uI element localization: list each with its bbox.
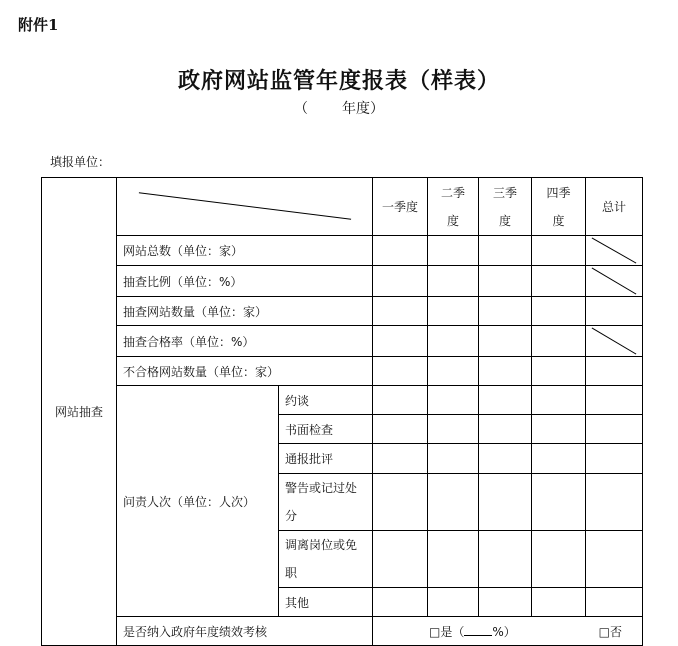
table-row	[42, 357, 643, 386]
cell-q3[interactable]	[479, 297, 532, 326]
header-q4	[532, 178, 586, 236]
cell-q3[interactable]	[479, 444, 532, 474]
cell-q2[interactable]	[428, 326, 479, 357]
cell-q3[interactable]	[479, 326, 532, 357]
row-label-text: 抽查比例（单位：%）	[123, 274, 243, 289]
table-row	[42, 386, 643, 415]
cell-q1[interactable]	[373, 326, 428, 357]
row-label	[117, 266, 373, 297]
cell-q4[interactable]	[532, 266, 586, 297]
diagonal-header-cell	[117, 178, 373, 236]
na-diagonal	[586, 326, 642, 356]
sub-item-text: 其他	[285, 595, 310, 610]
cell-q3[interactable]	[479, 588, 532, 617]
cell-q2[interactable]	[428, 357, 479, 386]
cell-q3[interactable]	[479, 531, 532, 588]
cell-q2[interactable]	[428, 444, 479, 474]
header-q1-label: 一季度	[381, 199, 418, 214]
row-label-text: 抽查合格率（单位：%）	[123, 334, 255, 349]
header-total-label: 总计	[601, 200, 626, 214]
sub-item-label	[279, 415, 373, 444]
sub-item-label	[279, 444, 373, 474]
row-label	[117, 236, 373, 266]
row-label-text: 不合格网站数量（单位：家）	[123, 364, 280, 379]
report-title: 政府网站监管年度报表（样表）	[177, 68, 500, 94]
perf-label-cell	[117, 617, 373, 646]
cell-q4[interactable]	[532, 588, 586, 617]
perf-options-cell	[373, 617, 643, 646]
cell-q4[interactable]	[532, 236, 586, 266]
perf-label: 是否纳入政府年度绩效考核	[123, 624, 268, 639]
perf-no-option[interactable]	[599, 623, 622, 640]
cell-q2[interactable]	[428, 266, 479, 297]
cell-q1[interactable]	[373, 266, 428, 297]
cell-q4[interactable]	[532, 531, 586, 588]
sub-item-label	[279, 474, 373, 531]
row-label-text: 抽查网站数量（单位：家）	[123, 304, 268, 319]
cell-q4[interactable]	[532, 297, 586, 326]
cell-q1[interactable]	[373, 588, 428, 617]
sub-item-label	[279, 386, 373, 415]
report-table	[41, 177, 643, 646]
cell-q1[interactable]	[373, 474, 428, 531]
cell-q4[interactable]	[532, 415, 586, 444]
table-header-row	[42, 178, 643, 236]
cell-q2[interactable]	[428, 297, 479, 326]
perf-yes-option[interactable]	[429, 623, 516, 640]
cell-q3[interactable]	[479, 415, 532, 444]
cell-q1[interactable]	[373, 531, 428, 588]
cell-q1[interactable]	[373, 444, 428, 474]
row-label	[117, 297, 373, 326]
accountability-label: 问责人次（单位：人次）	[123, 494, 256, 509]
cell-q3[interactable]	[479, 236, 532, 266]
header-q2	[428, 178, 479, 236]
year-open-paren: （	[294, 101, 308, 117]
cell-total[interactable]	[586, 415, 643, 444]
cell-total[interactable]	[586, 588, 643, 617]
table-row	[42, 326, 643, 357]
cell-total[interactable]	[586, 531, 643, 588]
header-q1	[373, 178, 428, 236]
perf-yes-label: □是（	[429, 624, 465, 639]
header-q3-label-a: 三季	[492, 185, 517, 200]
perf-row	[42, 617, 643, 646]
sub-item-text: 约谈	[285, 393, 310, 408]
cell-q3[interactable]	[479, 266, 532, 297]
cell-q4[interactable]	[532, 444, 586, 474]
perf-yes-tail: %）	[492, 624, 516, 639]
attachment-label: 附件1	[18, 16, 59, 34]
cell-q3[interactable]	[479, 474, 532, 531]
sub-item-text-b: 职	[285, 566, 298, 580]
accountability-label-cell	[117, 386, 279, 617]
sub-item-label	[279, 588, 373, 617]
row-label	[117, 326, 373, 357]
cell-total-na	[586, 326, 643, 357]
perf-percent-blank[interactable]	[464, 623, 492, 636]
cell-q4[interactable]	[532, 326, 586, 357]
row-label	[117, 357, 373, 386]
cell-q1[interactable]	[373, 357, 428, 386]
diagonal-line	[117, 178, 372, 235]
cell-q4[interactable]	[532, 357, 586, 386]
header-q3	[479, 178, 532, 236]
table-row	[42, 297, 643, 326]
cell-total[interactable]	[586, 444, 643, 474]
cell-q2[interactable]	[428, 236, 479, 266]
cell-q4[interactable]	[532, 386, 586, 415]
table-row	[42, 236, 643, 266]
row-label-text: 网站总数（单位：家）	[123, 244, 244, 258]
perf-no-label: □否	[598, 624, 622, 639]
header-q2-label-a: 二季	[440, 185, 465, 200]
cell-q3[interactable]	[479, 386, 532, 415]
report-year	[0, 98, 678, 118]
cell-q1[interactable]	[373, 415, 428, 444]
cell-total-na	[586, 236, 643, 266]
cell-total[interactable]	[586, 357, 643, 386]
header-total	[586, 178, 643, 236]
cell-q1[interactable]	[373, 386, 428, 415]
sub-item-text-a: 警告或记过处	[285, 481, 358, 495]
sub-item-text-a: 调离岗位或免	[285, 538, 358, 552]
cell-total[interactable]	[586, 297, 643, 326]
sub-item-text: 通报批评	[285, 452, 334, 466]
na-diagonal	[586, 236, 642, 265]
cell-q2[interactable]	[428, 415, 479, 444]
cell-q1[interactable]	[373, 236, 428, 266]
cell-q1[interactable]	[373, 297, 428, 326]
sub-item-text-b: 分	[285, 509, 298, 523]
group-label-cell	[42, 178, 117, 646]
header-q4-label-a: 四季	[546, 185, 571, 200]
year-suffix: 年度）	[342, 101, 384, 117]
cell-q2[interactable]	[428, 474, 479, 531]
sub-item-text: 书面检查	[285, 422, 334, 437]
cell-q2[interactable]	[428, 386, 479, 415]
cell-total[interactable]	[586, 386, 643, 415]
group-label: 网站抽查	[54, 405, 103, 419]
na-diagonal	[586, 266, 642, 296]
header-q2-label-b: 度	[446, 213, 459, 228]
cell-total-na	[586, 266, 643, 297]
fill-unit-label: 填报单位：	[50, 155, 111, 169]
cell-total[interactable]	[586, 474, 643, 531]
sub-item-label	[279, 531, 373, 588]
cell-q2[interactable]	[428, 588, 479, 617]
cell-q4[interactable]	[532, 474, 586, 531]
header-q4-label-b: 度	[552, 213, 565, 228]
header-q3-label-b: 度	[498, 213, 511, 228]
table-row	[42, 266, 643, 297]
cell-q3[interactable]	[479, 357, 532, 386]
cell-q2[interactable]	[428, 531, 479, 588]
